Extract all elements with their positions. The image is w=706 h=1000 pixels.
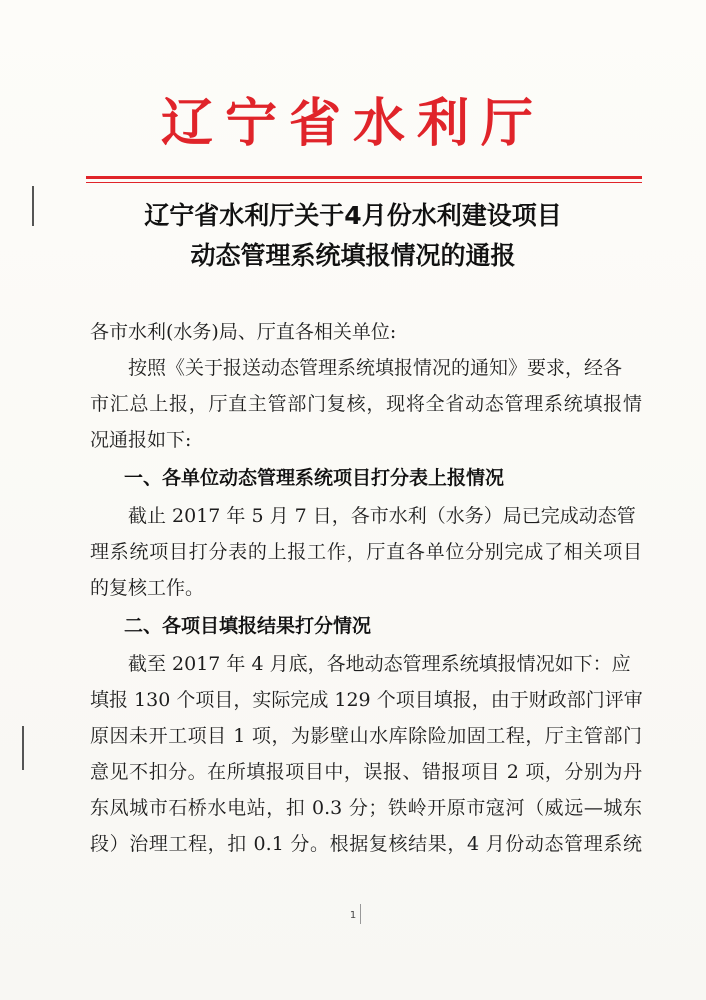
section-1-line-2: 理系统项目打分表的上报工作，厅直各单位分别完成了相关项目 [90, 541, 642, 563]
intro-line-3: 况通报如下: [90, 429, 192, 451]
section-1-line-3: 的复核工作。 [90, 577, 205, 599]
letterhead-rule-thick [86, 176, 642, 179]
salutation: 各市水利(水务)局、厅直各相关单位: [90, 321, 397, 343]
section-2-line-6: 段）治理工程，扣 0.1 分。根据复核结果，4 月份动态管理系统 [90, 833, 642, 855]
intro-line-2: 市汇总上报，厅直主管部门复核，现将全省动态管理系统填报情 [90, 393, 642, 415]
section-2-line-3: 原因未开工项目 1 项，为影壁山水库除险加固工程，厅主管部门 [90, 725, 642, 747]
page-number: 1 [349, 910, 357, 921]
section-2-line-5: 东凤城市石桥水电站，扣 0.3 分；铁岭开原市寇河（威远—城东 [90, 797, 642, 819]
section-1-line-1: 截止 2017 年 5 月 7 日，各市水利（水务）局已完成动态管 [128, 505, 636, 527]
document-title-line-1: 辽宁省水利厅关于4月份水利建设项目 [144, 201, 562, 230]
section-2-line-2: 填报 130 个项目，实际完成 129 个项目填报，由于财政部门评审 [90, 689, 643, 711]
intro-line-1: 按照《关于报送动态管理系统填报情况的通知》要求，经各 [128, 357, 623, 379]
section-1-heading: 一、各单位动态管理系统项目打分表上报情况 [124, 467, 505, 489]
section-2-line-1: 截至 2017 年 4 月底，各地动态管理系统填报情况如下：应 [128, 653, 631, 675]
document-title-line-2: 动态管理系统填报情况的通报 [190, 241, 516, 270]
letterhead-title: 辽宁省水利厅 [160, 93, 545, 154]
section-2-heading: 二、各项目填报结果打分情况 [124, 615, 372, 637]
letterhead-rule-thin [86, 182, 642, 183]
binding-mark-bottom [22, 726, 24, 770]
section-2-line-4: 意见不扣分。在所填报项目中，误报、错报项目 2 项，分别为丹 [90, 761, 642, 783]
